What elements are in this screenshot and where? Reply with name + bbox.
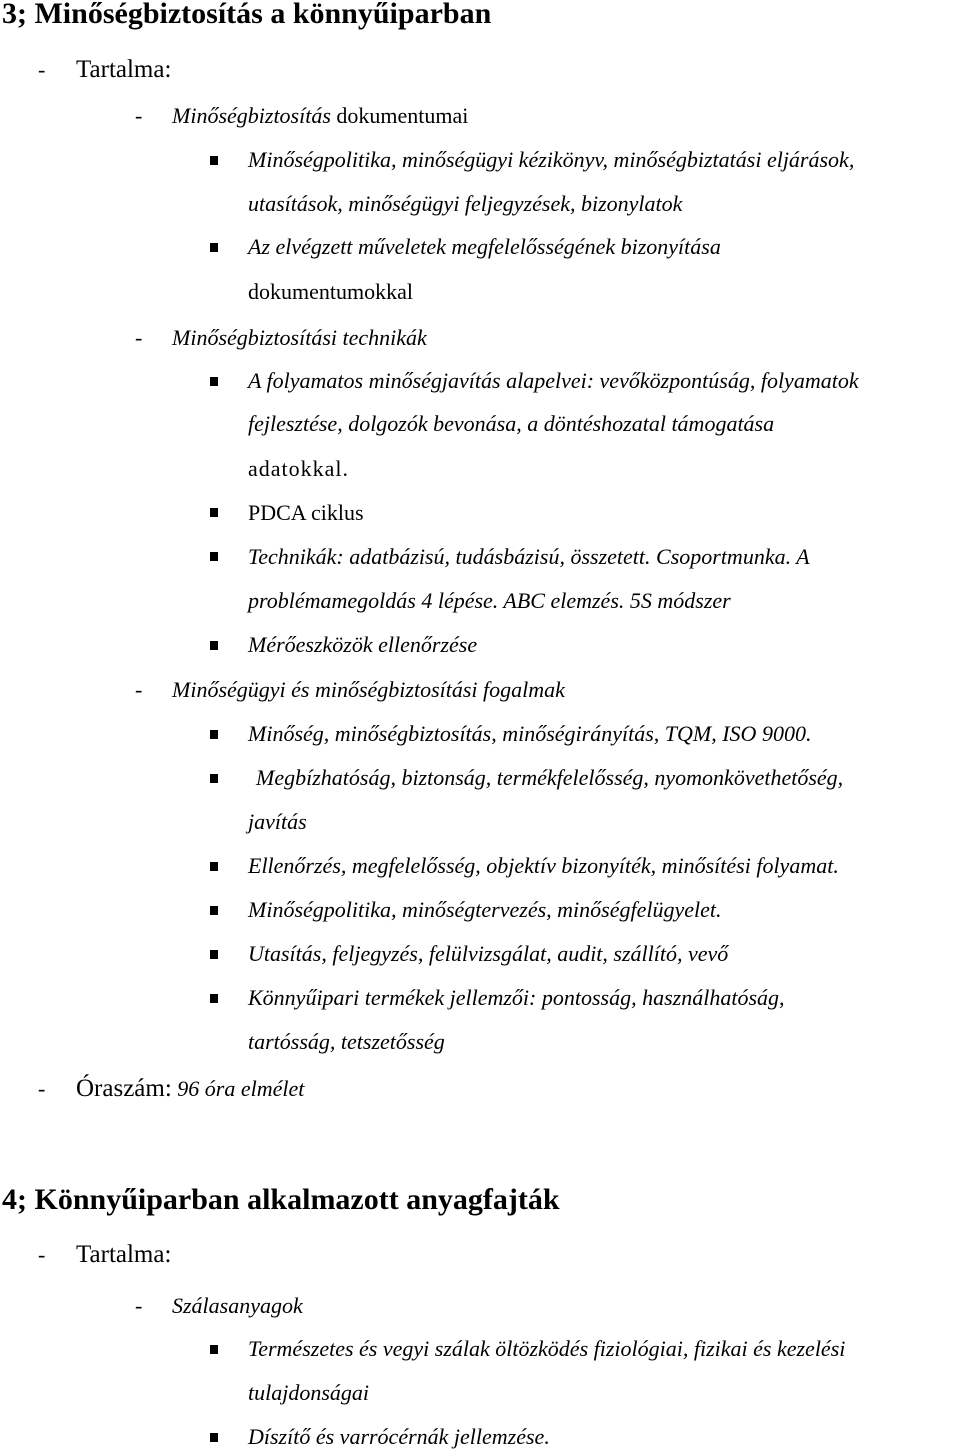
square-bullet-icon xyxy=(210,730,218,739)
dash-marker: - xyxy=(135,1293,143,1318)
subsection-title: Szálasanyagok xyxy=(172,1293,303,1318)
square-bullet-icon xyxy=(210,906,218,915)
list-item-cont: problémamegoldás 4 lépése. ABC elemzés. 5S módszer xyxy=(248,588,731,613)
list-item: Ellenőrzés, megfelelősség, objektív bizonyíték, minősítési folyamat. xyxy=(248,853,839,878)
square-bullet-icon xyxy=(210,950,218,959)
square-bullet-icon xyxy=(210,377,218,386)
hours-value: 96 óra elmélet xyxy=(177,1076,305,1101)
hours-line xyxy=(76,1075,304,1103)
square-bullet-icon xyxy=(210,1433,218,1442)
list-item-cont: tulajdonságai xyxy=(248,1380,370,1405)
square-bullet-icon xyxy=(210,156,218,165)
dash-marker: - xyxy=(38,1076,46,1101)
subsection-title: Minőségügyi és minőségbiztosítási fogalmak xyxy=(172,677,565,702)
list-item: Minőség, minőségbiztosítás, minőségirányítás, TQM, ISO 9000. xyxy=(248,721,812,746)
square-bullet-icon xyxy=(210,862,218,871)
list-item: Díszítő és varrócérnák jellemzése. xyxy=(248,1424,550,1449)
content-label: Tartalma: xyxy=(76,56,172,83)
list-item: Utasítás, feljegyzés, felülvizsgálat, audit, szállító, vevő xyxy=(248,941,729,966)
dash-marker: - xyxy=(135,677,143,702)
list-item-cont: utasítások, minőségügyi feljegyzések, bizonylatok xyxy=(248,191,683,216)
dash-marker: - xyxy=(38,57,46,82)
section-3-title: 3; Minőségbiztosítás a könnyűiparban xyxy=(2,0,492,30)
list-item-cont: javítás xyxy=(248,809,307,834)
square-bullet-icon xyxy=(210,774,218,783)
list-item-cont: fejlesztése, dolgozók bevonása, a döntéshozatal támogatása xyxy=(248,411,775,436)
section-4-title: 4; Könnyűiparban alkalmazott anyagfajták xyxy=(2,1183,560,1216)
list-item: Az elvégzett műveletek megfelelősségének bizonyítása xyxy=(248,234,721,259)
square-bullet-icon xyxy=(210,243,218,252)
list-item-cont: tartósság, tetszetősség xyxy=(248,1029,445,1054)
list-item: Technikák: adatbázisú, tudásbázisú, összetett. Csoportmunka. A xyxy=(248,544,810,569)
dash-marker: - xyxy=(38,1242,46,1267)
list-item-cont: dokumentumokkal xyxy=(248,279,413,304)
square-bullet-icon xyxy=(210,641,218,650)
dash-marker: - xyxy=(135,325,143,350)
hours-label: Óraszám: xyxy=(76,1075,172,1102)
square-bullet-icon xyxy=(210,552,218,561)
square-bullet-icon xyxy=(210,1345,218,1354)
list-item: PDCA ciklus xyxy=(248,500,364,525)
list-item: Könnyűipari termékek jellemzői: pontosság, használhatóság, xyxy=(248,985,785,1010)
list-item: Minőségpolitika, minőségtervezés, minőségfelügyelet. xyxy=(248,897,722,922)
list-item: Természetes és vegyi szálak öltözködés fiziológiai, fizikai és kezelési xyxy=(248,1336,846,1361)
list-item: Mérőeszközök ellenőrzése xyxy=(248,632,478,657)
list-item-cont: adatokkal. xyxy=(248,456,350,481)
square-bullet-icon xyxy=(210,508,218,517)
subsection-title: Minőségbiztosítási technikák xyxy=(172,325,427,350)
list-item: Minőségpolitika, minőségügyi kézikönyv, minőségbiztatási eljárások, xyxy=(248,147,855,172)
subsection-title xyxy=(172,102,468,130)
subsection-title-rest: dokumentumai xyxy=(330,103,469,128)
list-item: Megbízhatóság, biztonság, termékfelelősség, nyomonkövethetőség, xyxy=(256,765,844,790)
subsection-title-italic: Minőségbiztosítás xyxy=(172,103,331,128)
list-item: A folyamatos minőségjavítás alapelvei: vevőközpontúság, folyamatok xyxy=(248,368,859,393)
dash-marker: - xyxy=(135,103,143,128)
content-label: Tartalma: xyxy=(76,1241,172,1268)
square-bullet-icon xyxy=(210,994,218,1003)
